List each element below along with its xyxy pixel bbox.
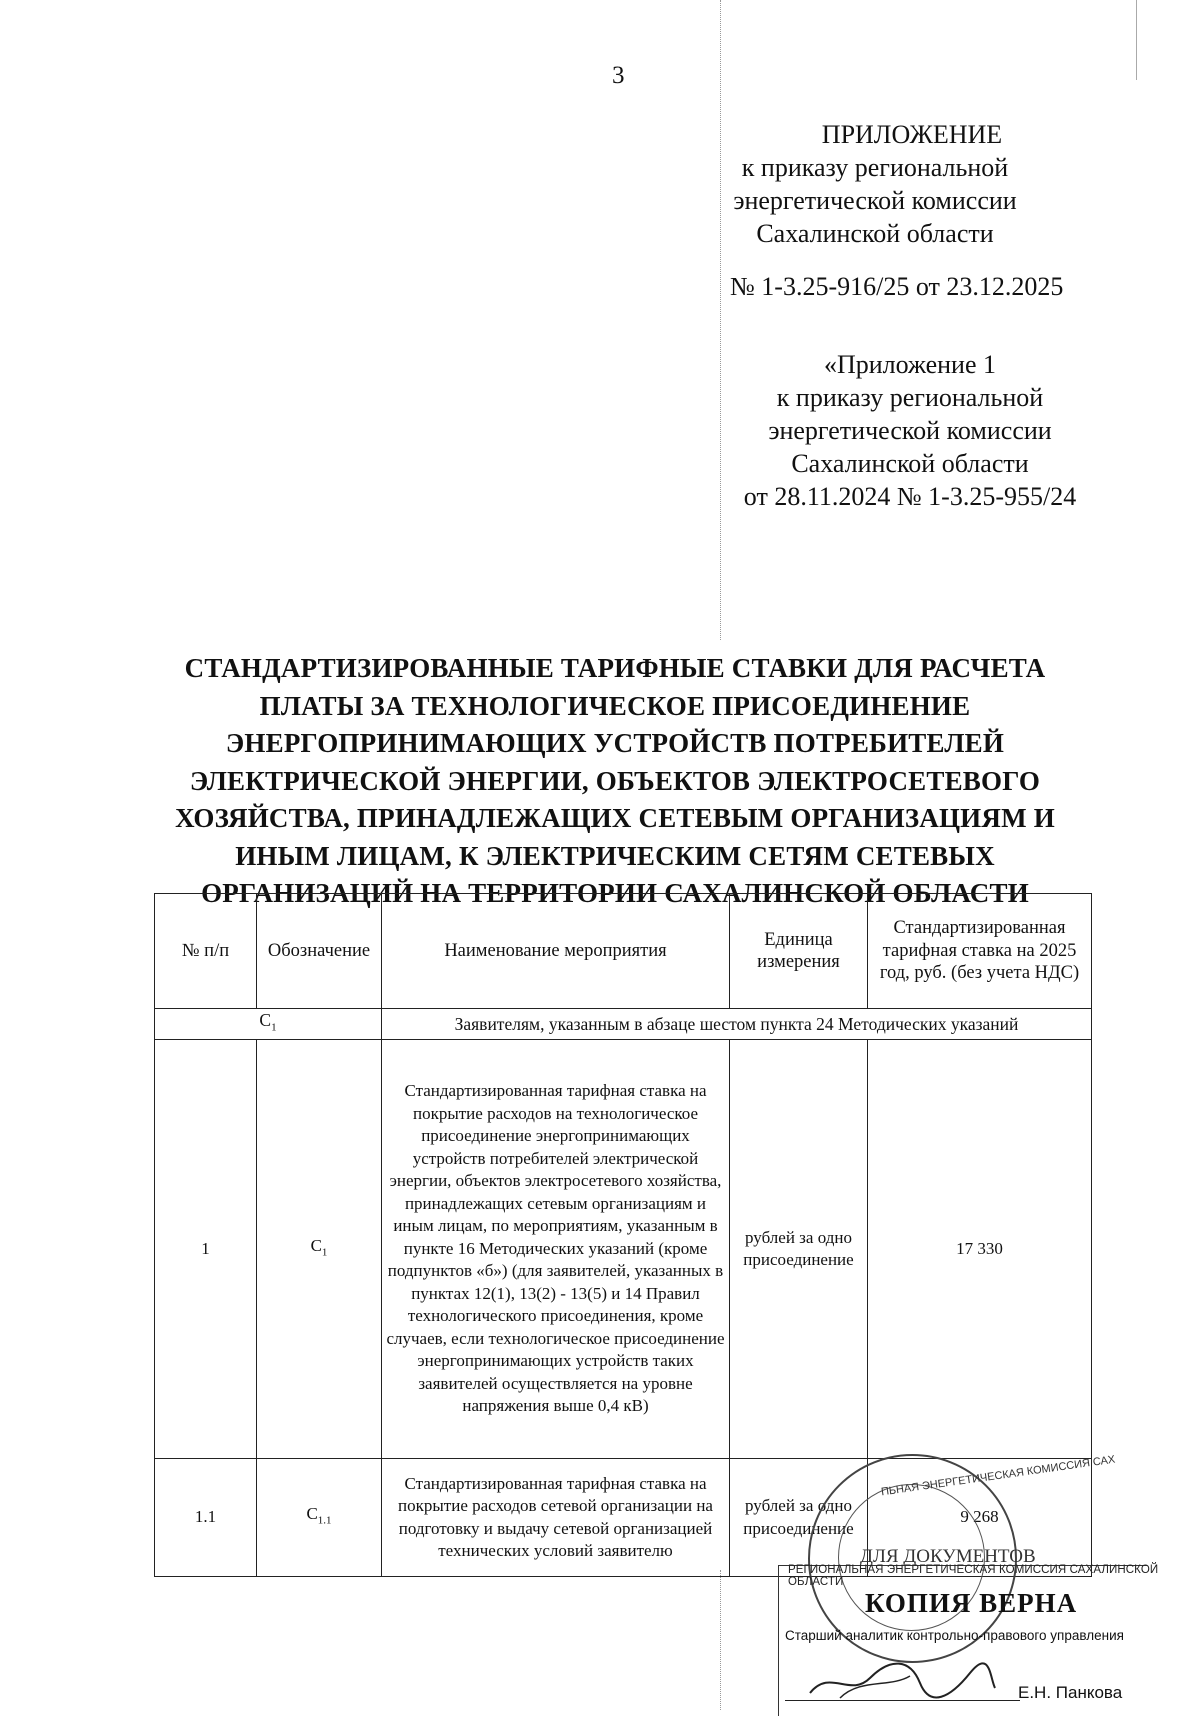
stamp-organization: РЕГИОНАЛЬНАЯ ЭНЕРГЕТИЧЕСКАЯ КОМИССИЯ САХАЛИНСКОЙ ОБЛАСТИ	[788, 1564, 1159, 1588]
fold-line	[720, 0, 721, 640]
appendix-line-3: Сахалинской области	[756, 219, 994, 248]
header-num: № п/п	[155, 894, 257, 1009]
appendix-heading: ПРИЛОЖЕНИЕ	[821, 120, 1003, 149]
title-line: ИНЫМ ЛИЦАМ, К ЭЛЕКТРИЧЕСКИМ СЕТЯМ СЕТЕВЫХ	[235, 840, 995, 871]
table-row	[155, 1040, 1092, 1459]
seal-doc-label: ДЛЯ ДОКУМЕНТОВ	[860, 1546, 1036, 1567]
signature	[800, 1648, 1000, 1708]
title-line: ОРГАНИЗАЦИЙ НА ТЕРРИТОРИИ САХАЛИНСКОЙ ОБЛАСТИ	[201, 878, 1029, 908]
prev-appendix-line-3: Сахалинской области	[791, 449, 1029, 478]
row-rate: 9 268	[868, 1459, 1092, 1577]
prev-appendix-line-1: к приказу региональной	[776, 383, 1044, 412]
row-unit: рублей за одно присоединение	[730, 1040, 868, 1459]
row-rate: 17 330	[868, 1040, 1092, 1459]
row-num: 1.1	[155, 1459, 257, 1577]
fold-line-bottom	[720, 1570, 721, 1710]
prev-appendix-heading: «Приложение 1	[823, 350, 997, 379]
row-designation	[257, 1040, 382, 1459]
signature-line	[785, 1700, 1020, 1701]
section-designation-letter: С	[259, 1010, 272, 1030]
header-rate: Стандартизированная тарифная ставка на 2025 год, руб. (без учета НДС)	[868, 894, 1092, 1009]
title-line: ПЛАТЫ ЗА ТЕХНОЛОГИЧЕСКОЕ ПРИСОЕДИНЕНИЕ	[259, 690, 971, 721]
prev-appendix-order: от 28.11.2024 № 1-3.25-955/24	[743, 482, 1077, 511]
header-designation: Обозначение	[257, 894, 382, 1009]
section-text: Заявителям, указанным в абзаце шестом пункта 24 Методических указаний	[382, 1009, 1092, 1040]
table-header-row	[155, 894, 1092, 1009]
appendix-header	[660, 118, 1090, 303]
appendix-order-number: № 1-3.25-916/25 от 23.12.2025	[730, 272, 1064, 301]
previous-appendix-header	[700, 348, 1120, 513]
row-designation-sub: 1	[321, 1245, 328, 1258]
title-line: СТАНДАРТИЗИРОВАННЫЕ ТАРИФНЫЕ СТАВКИ ДЛЯ РАСЧЕТА	[184, 653, 1046, 683]
header-name: Наименование мероприятия	[382, 894, 730, 1009]
appendix-line-2: энергетической комиссии	[733, 186, 1017, 215]
row-designation	[257, 1459, 382, 1577]
row-unit: рублей за одно присоединение	[730, 1459, 868, 1577]
scan-edge-line	[1136, 0, 1137, 80]
row-name: Стандартизированная тарифная ставка на покрытие расходов сетевой организации на подготовку и выдачу сетевой организацией технических условий заявителю	[382, 1459, 730, 1577]
appendix-line-1: к приказу региональной	[741, 153, 1009, 182]
document-title	[150, 650, 1080, 913]
section-designation-sub: 1	[271, 1021, 277, 1034]
stamp-signer-name: Е.Н. Панкова	[1018, 1683, 1123, 1702]
title-line: ЭЛЕКТРИЧЕСКОЙ ЭНЕРГИИ, ОБЪЕКТОВ ЭЛЕКТРОСЕТЕВОГО	[189, 765, 1041, 796]
section-row	[155, 1009, 1092, 1040]
row-num: 1	[155, 1040, 257, 1459]
prev-appendix-line-2: энергетической комиссии	[768, 416, 1052, 445]
stamp-position: Старший аналитик контрольно-правового управления	[785, 1628, 1124, 1643]
row-name: Стандартизированная тарифная ставка на покрытие расходов на технологическое присоединение энергопринимающих устройств потребителей электрической энергии, объектов электросетевого хозяйства, принадлежащих сетевым организациям и иным лицам, по мероприятиям, указанным в пункте 16 Методических указаний (кроме подпунктов «б») (для заявителей, указанных в пунктах 12(1), 13(2) - 13(5) и 14 Правил технологического присоединения, кроме случаев, если технологическое присоединение энергопринимающих устройств таких заявителей осуществляется на уровне напряжения выше 0,4 кВ)	[382, 1040, 730, 1459]
title-line: ЭНЕРГОПРИНИМАЮЩИХ УСТРОЙСТВ ПОТРЕБИТЕЛЕЙ	[225, 728, 1005, 758]
header-unit: Единица измерения	[730, 894, 868, 1009]
row-designation-letter: С	[310, 1235, 322, 1255]
row-designation-sub: 1.1	[317, 1514, 332, 1527]
seal-text: ПЬНАЯ ЭНЕРГЕТИЧЕСКАЯ КОМИССИЯ САХ	[880, 1453, 1116, 1499]
section-designation	[155, 1009, 382, 1040]
row-designation-letter: С	[306, 1504, 318, 1524]
page-number: 3	[612, 62, 625, 89]
title-line: ХОЗЯЙСТВА, ПРИНАДЛЕЖАЩИХ СЕТЕВЫМ ОРГАНИЗАЦИЯМ И	[175, 803, 1055, 833]
stamp-certified-copy: КОПИЯ ВЕРНА	[865, 1588, 1078, 1618]
